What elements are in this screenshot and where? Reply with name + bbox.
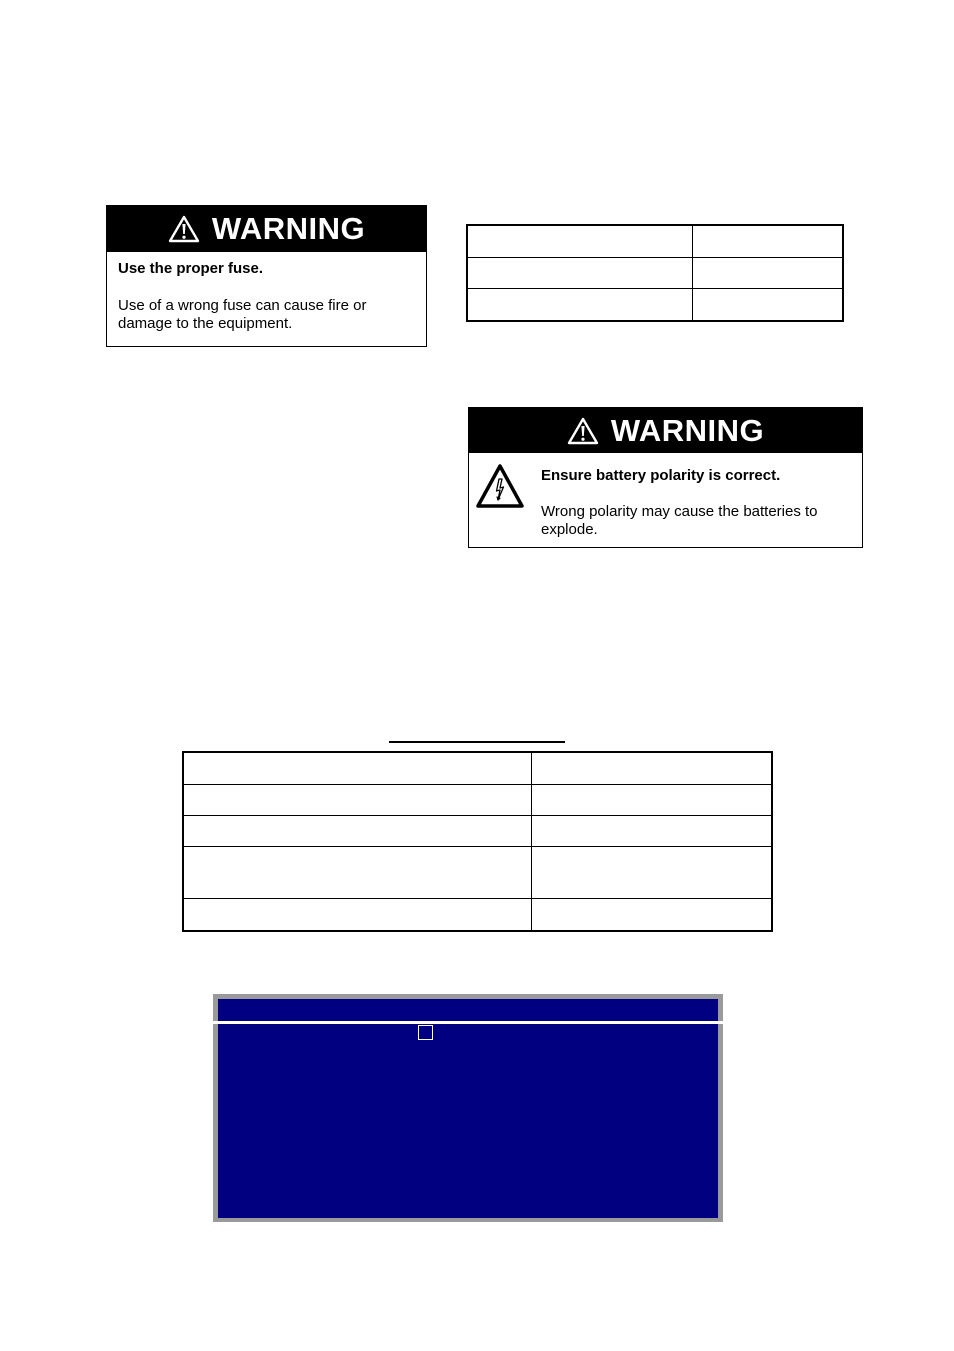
small-table	[467, 225, 843, 321]
table-cell	[693, 289, 843, 321]
table-cell	[532, 753, 772, 785]
warning-fuse-box	[106, 205, 427, 347]
table-cell	[184, 847, 532, 899]
table-cell	[468, 257, 693, 289]
table-cell	[532, 816, 772, 847]
warning-fuse-heading: WARNING	[211, 211, 366, 246]
warning-battery-box	[468, 407, 863, 548]
warning-battery-heading: WARNING	[610, 412, 765, 448]
table-row	[184, 816, 772, 847]
table-row	[184, 785, 772, 816]
warning-battery-text: Wrong polarity may cause the batteries to explode.	[541, 503, 818, 538]
table-cell	[693, 257, 843, 289]
checkbox-icon[interactable]	[418, 1025, 433, 1040]
warning-battery-header	[469, 408, 862, 453]
table-row	[184, 753, 772, 785]
table-cell	[184, 899, 532, 931]
table-row	[468, 226, 843, 258]
table-cell	[184, 785, 532, 816]
table-cell	[468, 289, 693, 321]
table-cell	[532, 899, 772, 931]
warning-fuse-text: Use of a wrong fuse can cause fire or damage to the equipment.	[118, 297, 367, 332]
table-row	[468, 289, 843, 321]
table-row	[184, 899, 772, 931]
table-cell	[532, 847, 772, 899]
display-screen-title-bar	[218, 999, 718, 1021]
warning-triangle-icon	[567, 417, 599, 445]
large-table	[183, 752, 772, 931]
electric-shock-icon	[475, 463, 525, 514]
table-cell	[468, 226, 693, 258]
warning-battery-title: Ensure battery polarity is correct.	[541, 467, 781, 484]
table-cell	[693, 226, 843, 258]
table-cell	[184, 816, 532, 847]
table-cell	[532, 785, 772, 816]
display-screen	[218, 1024, 718, 1218]
table-row	[184, 847, 772, 899]
table-title-underline	[389, 741, 565, 743]
warning-fuse-title: Use the proper fuse.	[118, 260, 264, 277]
table-row	[468, 257, 843, 289]
warning-triangle-icon	[168, 215, 200, 243]
table-cell	[184, 753, 532, 785]
warning-fuse-header	[107, 206, 426, 252]
